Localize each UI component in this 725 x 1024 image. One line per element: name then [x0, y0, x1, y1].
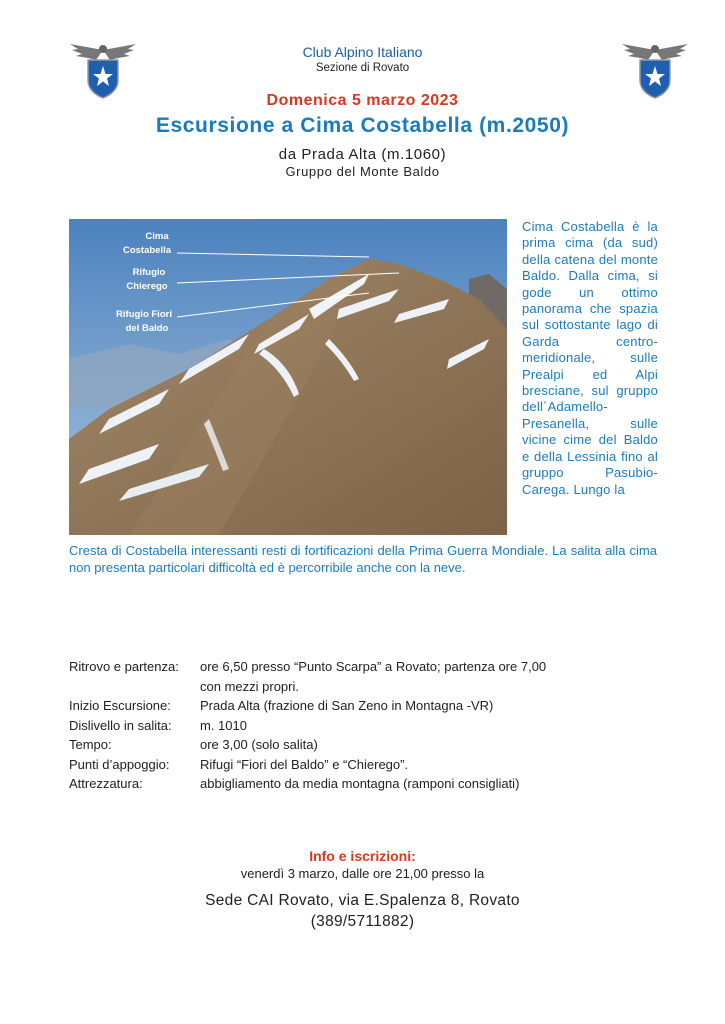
photo-label-chierego: Chierego	[126, 281, 168, 292]
venue-address: Sede CAI Rovato, via E.Spalenza 8, Rovato	[205, 892, 520, 909]
info-title: Info e iscrizioni:	[309, 848, 416, 864]
club-name: Club Alpino Italiano	[302, 44, 423, 60]
photo-label-cima: Cima	[145, 231, 169, 242]
detail-label: Tempo:	[69, 737, 112, 752]
detail-row-time	[69, 735, 669, 755]
detail-value: m. 1010	[200, 717, 247, 733]
detail-value: ore 6,50 presso “Punto Scarpa” a Rovato; partenza ore 7,00 con mezzi propri.	[200, 659, 547, 694]
detail-label: Dislivello in salita:	[69, 717, 172, 733]
description-continued: Cresta di Costabella interessanti resti di fortificazioni della Prima Guerra Mondiale. La salita alla cima non presenta particolari difficoltà ed è percorribile anche con la neve.	[69, 543, 657, 575]
detail-row-meeting	[69, 657, 669, 696]
detail-value: Prada Alta (frazione di San Zeno in Montagna -VR)	[200, 698, 494, 713]
detail-row-huts	[69, 755, 669, 775]
detail-label: Inizio Escursione:	[69, 698, 171, 713]
detail-row-equipment	[69, 774, 669, 794]
event-start-point: da Prada Alta (m.1060)	[278, 146, 447, 163]
detail-label: Ritrovo e partenza:	[69, 659, 179, 674]
photo-label-costabella: Costabella	[122, 245, 172, 256]
detail-label: Punti d’appoggio:	[69, 756, 170, 772]
event-mountain-group: Gruppo del Monte Baldo	[285, 164, 440, 179]
photo-label-rifugio-fiori: Rifugio Fiori	[116, 309, 172, 320]
photo-label-rifugio-1: Rifugio	[132, 267, 166, 278]
section-name: Sezione di Rovato	[315, 62, 410, 74]
phone-number: (389/5711882)	[310, 913, 415, 930]
detail-row-elevation	[69, 716, 669, 736]
detail-value: Rifugi “Fiori del Baldo” e “Chierego”.	[200, 756, 409, 772]
detail-value: abbigliamento da media montagna (ramponi consigliati)	[200, 776, 520, 791]
event-title: Escursione a Cima Costabella (m.2050)	[155, 114, 570, 137]
details-table	[69, 657, 669, 794]
detail-label: Attrezzatura:	[69, 776, 143, 791]
mountain-photo	[69, 219, 507, 535]
photo-label-del-baldo: del Baldo	[125, 323, 169, 334]
event-date: Domenica 5 marzo 2023	[266, 92, 459, 109]
info-when: venerdì 3 marzo, dalle ore 21,00 presso la	[240, 866, 485, 881]
detail-value: ore 3,00 (solo salita)	[200, 737, 318, 752]
detail-row-start	[69, 696, 669, 716]
description-side: Cima Costabella è la prima cima (da sud) della catena del monte Baldo. Dalla cima, si gode un ottimo panorama che spazia sul sottostante lago di Garda centro-meridionale, sulle Prealpi ed Alpi bresciane, sul gruppo dell´Adamello-Presanella, sulle vicine cime del Baldo e della Lessinia fino al gruppo Pasubio-Carega. Lungo la	[522, 219, 658, 497]
